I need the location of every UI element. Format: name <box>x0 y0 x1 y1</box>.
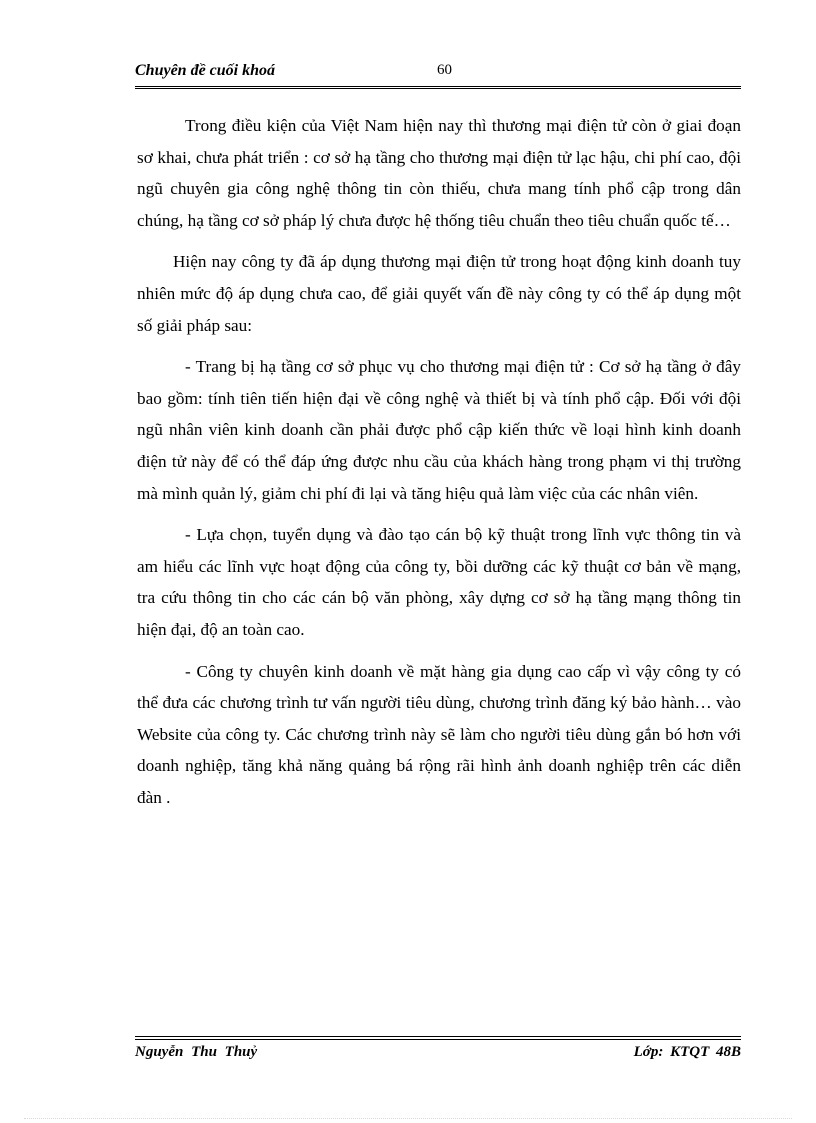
paragraph-bullet: - Trang bị hạ tầng cơ sở phục vụ cho thương mại điện tử : Cơ sở hạ tầng ở đây bao gồm: tính tiên tiến hiện đại về công nghệ và thiết bị và tính phổ cập. Đối với đội ngũ nhân viên kinh doanh cần phải được phổ cập kiến thức về loại hình kinh doanh điện tử này để có thể đáp ứng được nhu cầu của khách hàng trong phạm vi thị trường mà mình quản lý, giảm chi phí đi lại và tăng hiệu quả làm việc của các nhân viên. <box>137 357 741 503</box>
paragraph-bullet: - Lựa chọn, tuyển dụng và đào tạo cán bộ kỹ thuật trong lĩnh vực thông tin và am hiểu các lĩnh vực hoạt động của công ty, bồi dưỡng các kỹ thuật cơ bản về mạng, tra cứu thông tin cho các cán bộ văn phòng, xây dựng cơ sở hạ tầng mạng thông tin hiện đại, độ an toàn cao. <box>137 525 741 639</box>
page-header <box>135 58 741 86</box>
header-rule <box>135 86 741 89</box>
body-text <box>137 110 741 823</box>
page-boundary-line <box>24 1118 792 1119</box>
footer-rule <box>135 1036 741 1040</box>
page-footer <box>135 1042 741 1066</box>
header-title: Chuyên đề cuối khoá <box>135 62 276 79</box>
paragraph: Hiện nay công ty đã áp dụng thương mại điện tử trong hoạt động kinh doanh tuy nhiên mức độ áp dụng chưa cao, để giải quyết vấn đề này công ty có thể áp dụng một số giải pháp sau: <box>137 252 741 335</box>
footer-class: Lớp: KTQT 48B <box>633 1044 741 1060</box>
page-number: 60 <box>437 62 452 78</box>
paragraph: Trong điều kiện của Việt Nam hiện nay thì thương mại điện tử còn ở giai đoạn sơ khai, chưa phát triển : cơ sở hạ tầng cho thương mại điện tử lạc hậu, chi phí cao, đội ngũ chuyên gia công nghệ thông tin còn thiếu, chưa mang tính phổ cập trong dân chúng, hạ tầng cơ sở pháp lý chưa được hệ thống tiêu chuẩn theo tiêu chuẩn quốc tế… <box>137 116 741 230</box>
footer-author: Nguyễn Thu Thuỷ <box>135 1044 258 1060</box>
paragraph-bullet: - Công ty chuyên kinh doanh về mặt hàng gia dụng cao cấp vì vậy công ty có thể đưa các chương trình tư vấn người tiêu dùng, chương trình đăng ký bảo hành… vào Website của công ty. Các chương trình này sẽ làm cho người tiêu dùng gắn bó hơn với doanh nghiệp, tăng khả năng quảng bá rộng rãi hình ảnh doanh nghiệp trên các diễn đàn . <box>137 661 741 807</box>
